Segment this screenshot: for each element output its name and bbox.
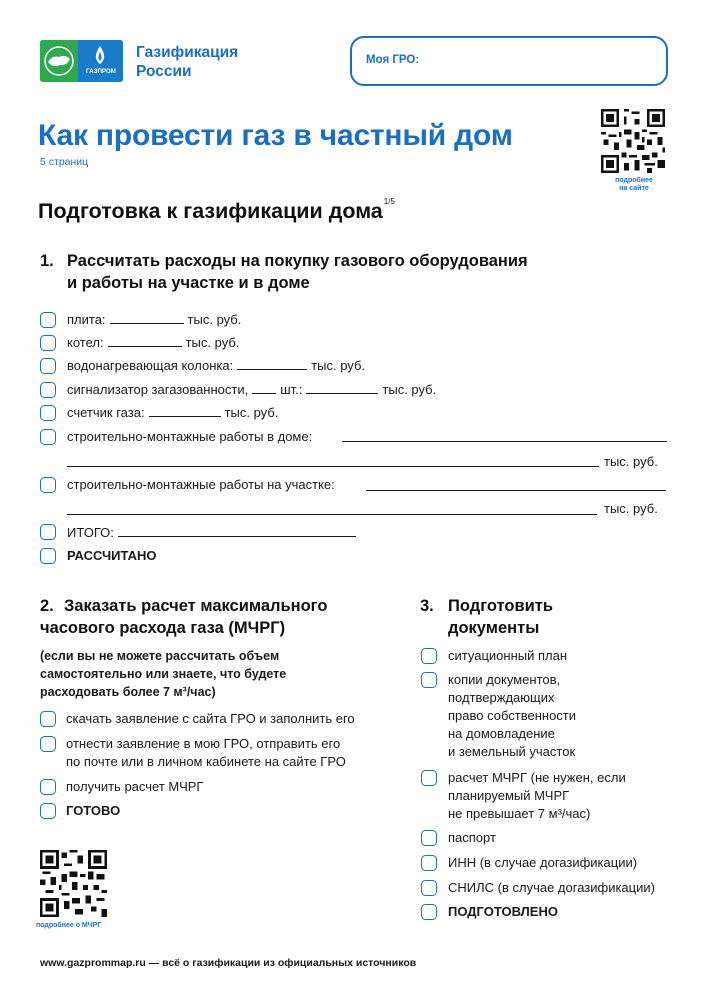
checkbox-ownership-docs[interactable] xyxy=(421,672,437,688)
gas-alarm-blank[interactable] xyxy=(306,382,378,394)
qr-top-caption-line1: подробнее xyxy=(615,177,653,184)
checkbox-done[interactable] xyxy=(40,803,56,819)
checkbox-site-works[interactable] xyxy=(40,477,56,493)
ownership-docs-line4: на домовладение xyxy=(448,726,555,741)
item-total xyxy=(67,525,360,541)
item-calculated: РАССЧИТАНО xyxy=(67,548,157,563)
site-works-unit: тыс. руб. xyxy=(604,501,658,516)
item-mchrg-calc xyxy=(448,769,626,823)
item-done: ГОТОВО xyxy=(66,803,121,818)
house-works-blank-1[interactable] xyxy=(342,441,667,442)
house-works-unit: тыс. руб. xyxy=(604,454,658,469)
gas-alarm-mid: шт.: xyxy=(280,382,303,397)
site-works-blank-1[interactable] xyxy=(366,490,666,491)
item-house-works-label: строительно-монтажные работы в доме: xyxy=(67,429,313,444)
gas-alarm-unit: тыс. руб. xyxy=(382,382,437,397)
section-title xyxy=(38,199,395,224)
page-title: Как провести газ в частный дом xyxy=(38,119,513,152)
checkbox-house-works[interactable] xyxy=(40,429,56,445)
checkbox-site-plan[interactable] xyxy=(421,648,437,664)
item-water-heater xyxy=(67,358,365,374)
item-submit-application xyxy=(66,735,346,771)
qr-code-icon xyxy=(601,109,665,173)
water-heater-blank[interactable] xyxy=(237,358,307,370)
checkbox-prepared[interactable] xyxy=(421,904,437,920)
gas-meter-unit: тыс. руб. xyxy=(224,405,279,420)
step2-note xyxy=(40,647,286,701)
water-heater-unit: тыс. руб. xyxy=(311,358,365,373)
item-stove xyxy=(67,312,241,328)
step2-number: 2. xyxy=(40,597,54,615)
step3-number: 3. xyxy=(420,597,434,615)
ownership-docs-line2: подтверждающих xyxy=(448,690,555,705)
item-site-plan: ситуационный план xyxy=(448,648,567,663)
footer-text: www.gazprommap.ru — всё о газификации из официальных источников xyxy=(40,957,417,969)
checkbox-passport[interactable] xyxy=(421,830,437,846)
pages-note: 5 страниц xyxy=(40,156,89,168)
site-works-blank-2[interactable] xyxy=(67,514,597,515)
checkbox-download-application[interactable] xyxy=(40,711,56,727)
house-works-blank-2[interactable] xyxy=(67,466,599,467)
submit-application-line2: по почте или в личном кабинете на сайте ГРО xyxy=(66,754,346,769)
section-title-text: Подготовка к газификации дома xyxy=(38,199,383,223)
step1-title-line1: Рассчитать расходы на покупку газового оборудования xyxy=(67,252,528,270)
boiler-label: котел: xyxy=(67,335,104,350)
item-prepared: ПОДГОТОВЛЕНО xyxy=(448,904,558,919)
section-page: 1/5 xyxy=(383,197,395,206)
checkbox-boiler[interactable] xyxy=(40,335,56,351)
item-passport: паспорт xyxy=(448,830,496,845)
gro-field[interactable] xyxy=(350,36,668,86)
gas-meter-blank[interactable] xyxy=(149,405,221,417)
item-inn: ИНН (в случае догазификации) xyxy=(448,855,638,870)
stove-blank[interactable] xyxy=(110,312,184,324)
ownership-docs-line1: копии документов, xyxy=(448,672,561,687)
brand-line2: России xyxy=(136,63,192,80)
checkbox-water-heater[interactable] xyxy=(40,358,56,374)
item-download-application: скачать заявление с сайта ГРО и заполнить его xyxy=(66,711,355,726)
step3-title xyxy=(448,595,553,639)
checkbox-snils[interactable] xyxy=(421,880,437,896)
mchrg-calc-line1: расчет МЧРГ (не нужен, если xyxy=(448,770,626,785)
step1-title xyxy=(67,250,528,294)
ownership-docs-line5: и земельный участок xyxy=(448,744,576,759)
item-gas-meter xyxy=(67,405,278,421)
svg-text:ГАЗПРОМ: ГАЗПРОМ xyxy=(86,68,116,75)
checkbox-stove[interactable] xyxy=(40,312,56,328)
item-gas-alarm xyxy=(67,382,436,398)
step3-title-line2: документы xyxy=(448,619,540,637)
item-get-calculation: получить расчет МЧРГ xyxy=(66,779,204,794)
stove-label: плита: xyxy=(67,312,106,327)
total-label: ИТОГО: xyxy=(67,525,114,540)
brand-logo xyxy=(40,40,123,82)
qr-bottom-caption: подробнее о МЧРГ xyxy=(36,922,102,929)
qr-top-caption xyxy=(596,177,672,193)
submit-application-line1: отнести заявление в мою ГРО, отправить его xyxy=(66,736,341,751)
gas-alarm-label: сигнализатор загазованности, xyxy=(67,382,249,397)
boiler-blank[interactable] xyxy=(108,335,182,347)
item-site-works-label: строительно-монтажные работы на участке: xyxy=(67,477,335,492)
stove-unit: тыс. руб. xyxy=(187,312,242,327)
gro-label: Моя ГРО: xyxy=(366,54,420,66)
item-snils: СНИЛС (в случае догазификации) xyxy=(448,880,655,895)
brand-line1: Газификация xyxy=(136,44,239,61)
item-ownership-docs xyxy=(448,671,576,761)
step2-title xyxy=(64,595,327,617)
qr-code-mchrg-icon xyxy=(40,850,107,917)
brand-name xyxy=(136,43,238,81)
checkbox-total[interactable] xyxy=(40,524,56,540)
step3-title-line1: Подготовить xyxy=(448,597,553,615)
qr-top-caption-line2: на сайте xyxy=(619,185,649,192)
checkbox-calculated[interactable] xyxy=(40,548,56,564)
water-heater-label: водонагревающая колонка: xyxy=(67,358,234,373)
step2-title-line1: Заказать расчет максимального xyxy=(64,597,328,615)
item-boiler xyxy=(67,335,239,351)
step2-note-line3: расходовать более 7 м³/час) xyxy=(40,685,216,699)
mchrg-calc-line3: не превышает 7 м³/час) xyxy=(448,806,591,821)
step1-number: 1. xyxy=(40,252,54,270)
checkbox-gas-meter[interactable] xyxy=(40,405,56,421)
checkbox-gas-alarm[interactable] xyxy=(40,382,56,398)
checkbox-submit-application[interactable] xyxy=(40,736,56,752)
checkbox-get-calculation[interactable] xyxy=(40,779,56,795)
checkbox-mchrg-calc[interactable] xyxy=(421,770,437,786)
boiler-unit: тыс. руб. xyxy=(185,335,240,350)
step2-note-line1: (если вы не можете рассчитать объем xyxy=(40,649,280,663)
ownership-docs-line3: право собственности xyxy=(448,708,577,723)
total-blank[interactable] xyxy=(118,525,356,537)
gas-alarm-count-blank[interactable] xyxy=(252,382,276,394)
mchrg-calc-line2: планируемый МЧРГ xyxy=(448,788,570,803)
checkbox-inn[interactable] xyxy=(421,855,437,871)
step2-note-line2: самостоятельно или знаете, что будете xyxy=(40,667,287,681)
step2-title-line2: часового расхода газа (МЧРГ) xyxy=(40,619,286,637)
gas-meter-label: счетчик газа: xyxy=(67,405,145,420)
step1-title-line2: и работы на участке и в доме xyxy=(67,274,310,292)
